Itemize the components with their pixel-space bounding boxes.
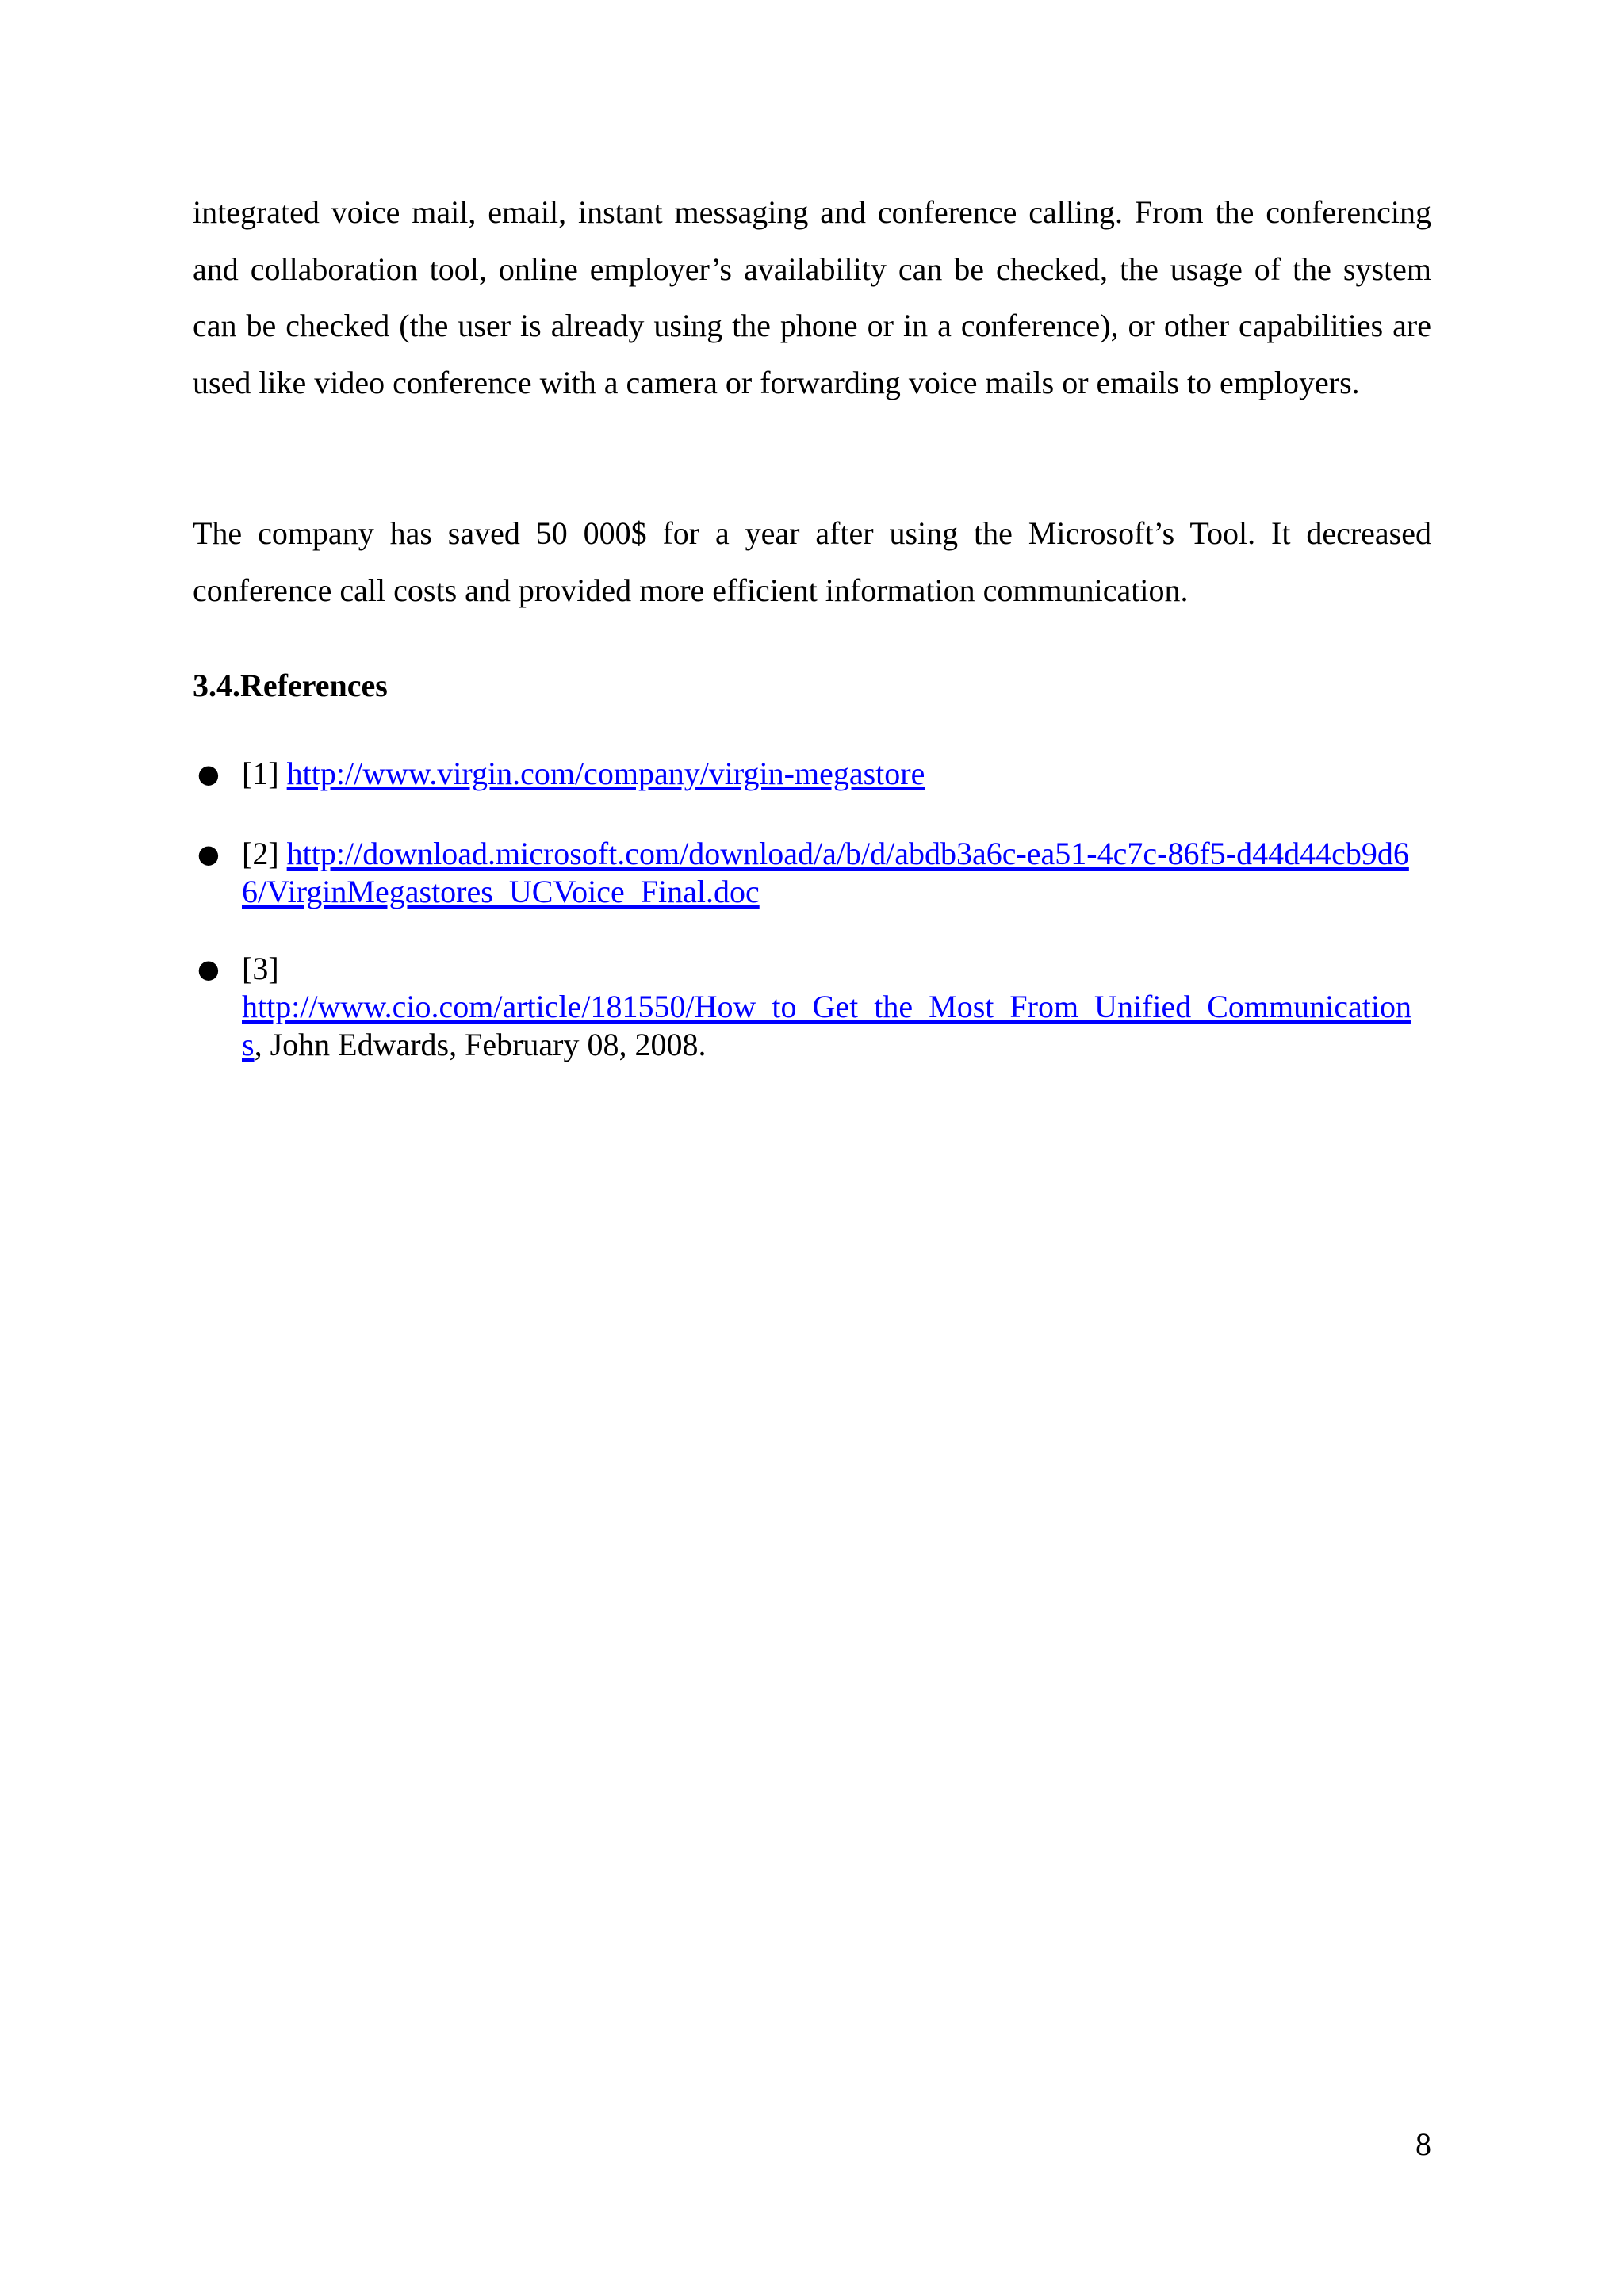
- reference-link-1[interactable]: http://www.virgin.com/company/virgin-megastore: [286, 756, 925, 791]
- reference-label-2: [2]: [242, 836, 287, 871]
- bullet-icon: ●: [197, 839, 220, 869]
- reference-item-2: [197, 835, 1431, 911]
- page-number: 8: [1415, 2126, 1431, 2162]
- reference-link-3[interactable]: http://www.cio.com/article/181550/How_to_Get_the_Most_From_Unified_Communications: [242, 989, 1411, 1062]
- reference-item-3: [197, 950, 1431, 1064]
- body-paragraph-2: The company has saved 50 000$ for a year after using the Microsoft’s Tool. It decreased conference call costs and provided more efficient information communication.: [193, 515, 1431, 608]
- body-paragraph-1: integrated voice mail, email, instant messaging and conference calling. From the conferencing and collaboration tool, online employer’s availability can be checked, the usage of the system can be checked (the user is already using the phone or in a conference), or other capabilities are used like video conference with a camera or forwarding voice mails or emails to employers.: [193, 194, 1431, 400]
- reference-label-1: [1]: [242, 756, 287, 791]
- bullet-icon: ●: [197, 759, 220, 789]
- section-heading-references: 3.4.References: [193, 668, 388, 703]
- reference-citation-3: , John Edwards, February 08, 2008.: [254, 1027, 707, 1062]
- reference-item-1: [197, 755, 1431, 793]
- reference-link-2[interactable]: http://download.microsoft.com/download/a/b/d/abdb3a6c-ea51-4c7c-86f5-d44d44cb9d66/VirginMegastores_UCVoice_Final.doc: [242, 836, 1409, 909]
- bullet-icon: ●: [197, 954, 220, 984]
- reference-label-3: [3]: [242, 951, 279, 986]
